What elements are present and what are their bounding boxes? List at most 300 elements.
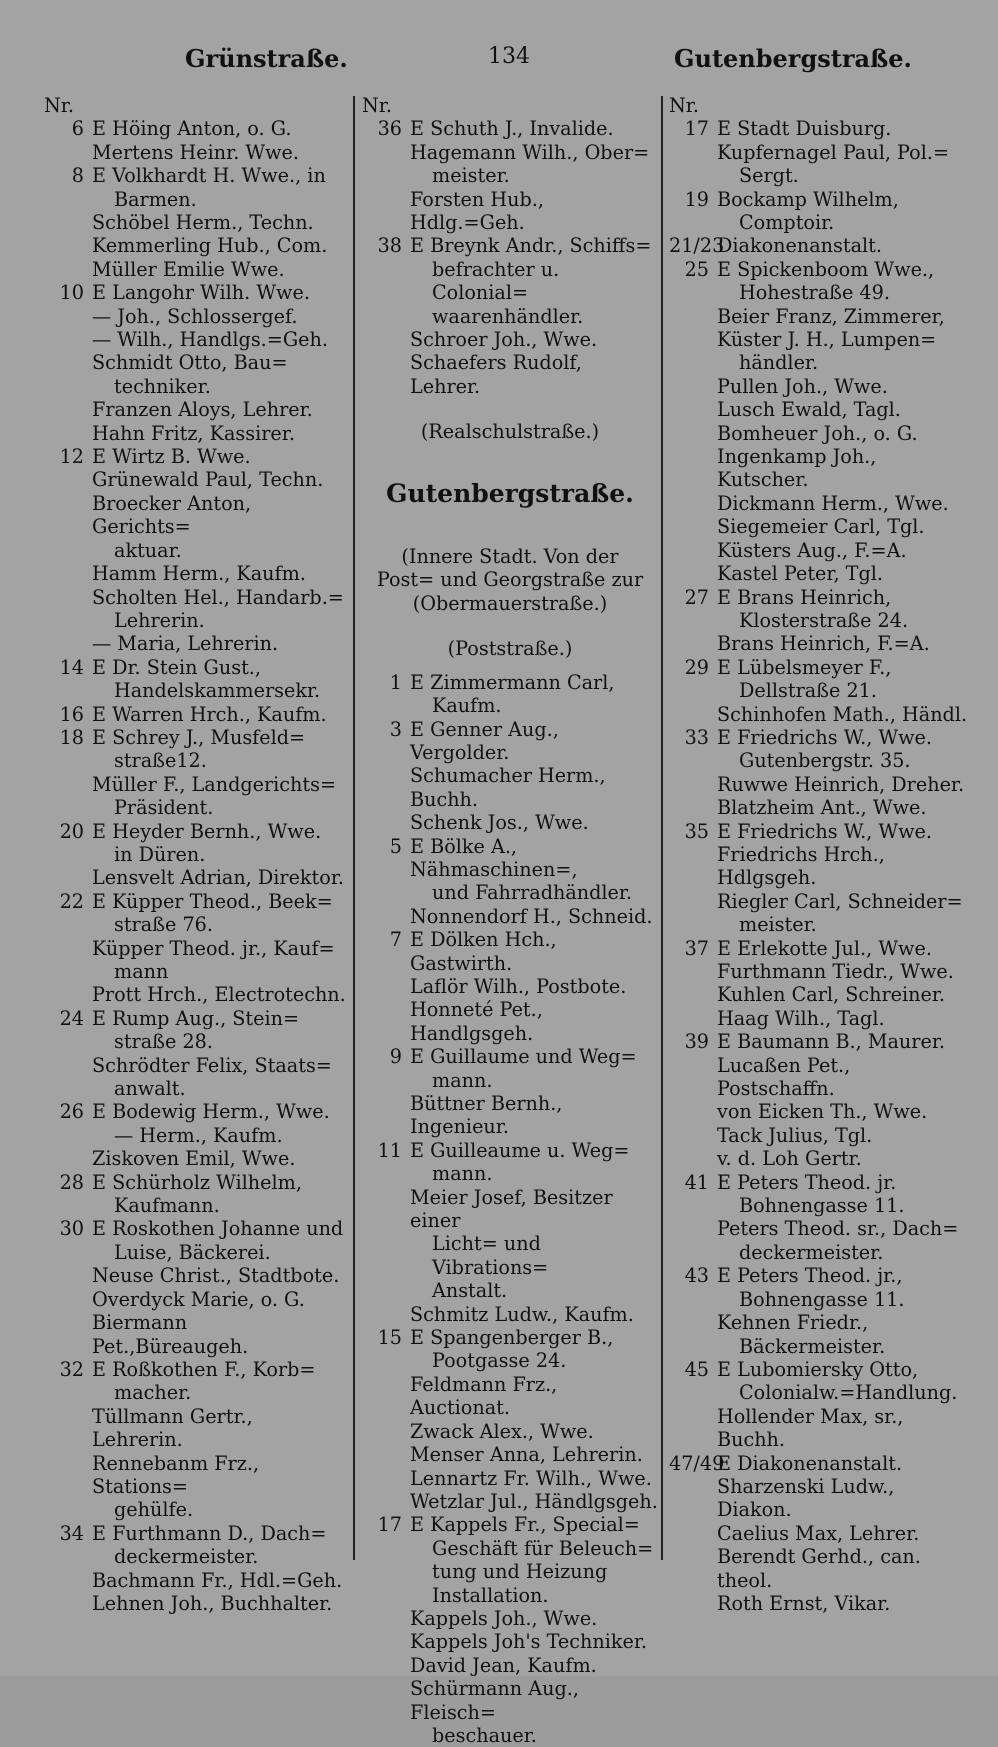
house-number: 32	[59, 1357, 84, 1381]
house-number	[669, 1147, 717, 1170]
house-number	[44, 796, 92, 819]
house-number	[362, 1584, 410, 1607]
resident-text: Schürmann Aug., Fleisch=	[410, 1677, 579, 1724]
house-number	[44, 1545, 92, 1568]
directory-entry	[362, 881, 658, 904]
directory-entry	[669, 726, 969, 749]
directory-entry	[669, 117, 969, 140]
directory-entry	[669, 679, 969, 702]
resident-text: E Stadt Duisburg.	[717, 117, 892, 141]
house-number	[669, 351, 717, 374]
realschul-note: (Realschulstraße.)	[420, 420, 600, 444]
house-number	[44, 188, 92, 211]
directory-entry	[44, 398, 349, 421]
page-number: 134	[488, 44, 530, 69]
directory-entry	[669, 1217, 969, 1240]
house-number	[44, 141, 92, 164]
directory-entry	[669, 937, 969, 960]
house-number	[669, 1475, 717, 1522]
directory-entry	[44, 679, 349, 702]
resident-text: Roth Ernst, Vikar.	[717, 1591, 891, 1615]
directory-entry	[669, 188, 969, 211]
directory-entry	[44, 492, 349, 539]
house-number: 3	[389, 717, 402, 741]
directory-entry	[362, 1232, 658, 1279]
house-number	[669, 305, 717, 328]
directory-entry	[44, 422, 349, 445]
house-number	[44, 258, 92, 281]
header-right-street: Gutenbergstraße.	[674, 44, 912, 73]
directory-entry	[44, 445, 349, 468]
directory-entry	[669, 890, 969, 913]
resident-text: Büttner Bernh., Ingenieur.	[410, 1092, 563, 1139]
house-number	[669, 1054, 717, 1101]
directory-entry	[44, 351, 349, 374]
directory-entry	[362, 1186, 658, 1233]
resident-text: E Dr. Stein Gust.,	[92, 655, 261, 679]
house-number: 36	[377, 117, 402, 141]
section-note-line: (Obermauerstraße.)	[412, 591, 608, 615]
resident-text: Broecker Anton, Gerichts=	[92, 491, 252, 539]
resident-text: Luise, Bäckerei.	[114, 1240, 271, 1264]
resident-text: — Maria, Lehrerin.	[92, 632, 279, 656]
resident-text: Dellstraße 21.	[739, 679, 877, 703]
resident-text: Küpper Theod. jr., Kauf=	[92, 936, 335, 960]
directory-entry	[362, 811, 658, 834]
resident-text: Caelius Max, Lehrer.	[717, 1521, 920, 1545]
house-number: 21/23	[669, 234, 725, 258]
directory-entry	[669, 492, 969, 515]
house-number	[669, 843, 717, 890]
resident-text: E Spangenberger B.,	[410, 1326, 614, 1350]
resident-text: Präsident.	[114, 796, 214, 820]
house-number: 16	[59, 702, 84, 726]
resident-text: techniker.	[114, 374, 211, 398]
house-number	[669, 375, 717, 398]
directory-entry	[669, 1592, 969, 1615]
resident-text: straße 28.	[114, 1030, 213, 1054]
house-number	[44, 1311, 92, 1358]
resident-text: E Brans Heinrich,	[717, 585, 892, 609]
resident-text: gehülfe.	[114, 1498, 194, 1522]
directory-entry	[44, 539, 349, 562]
house-number	[669, 1007, 717, 1030]
resident-text: Lusch Ewald, Tagl.	[717, 398, 901, 422]
house-number	[44, 1498, 92, 1521]
resident-text: E Roßkothen F., Korb=	[92, 1357, 316, 1381]
directory-entry	[362, 1349, 658, 1372]
house-number: 7	[389, 928, 402, 952]
house-number: 8	[71, 164, 84, 188]
column-left	[44, 94, 349, 1615]
directory-entry	[669, 1241, 969, 1264]
house-number	[362, 188, 410, 235]
house-number	[44, 1124, 92, 1147]
house-number	[44, 749, 92, 772]
house-number	[44, 983, 92, 1006]
house-number	[44, 1452, 92, 1499]
resident-text: Diakonenanstalt.	[717, 234, 882, 258]
resident-text: — Wilh., Handlgs.=Geh.	[92, 328, 328, 352]
resident-text: Bohnengasse 11.	[739, 1194, 905, 1218]
directory-entry	[44, 1452, 349, 1499]
section-title: Gutenbergstraße.	[386, 478, 634, 508]
resident-text: Schrödter Felix, Staats=	[92, 1053, 332, 1077]
directory-entry	[44, 164, 349, 187]
directory-entry	[362, 1069, 658, 1092]
directory-entry	[669, 1335, 969, 1358]
directory-entry	[362, 351, 658, 398]
house-number	[44, 1592, 92, 1615]
house-number	[669, 1335, 717, 1358]
house-number	[669, 1381, 717, 1404]
house-number	[669, 632, 717, 655]
house-number	[362, 811, 410, 834]
directory-entry	[44, 468, 349, 491]
house-number: 17	[684, 117, 709, 141]
house-number	[362, 1537, 410, 1560]
directory-entry	[669, 843, 969, 890]
directory-entry	[669, 913, 969, 936]
house-number	[362, 764, 410, 811]
directory-entry	[362, 188, 658, 235]
house-number	[669, 1217, 717, 1240]
resident-text: Kemmerling Hub., Com.	[92, 234, 328, 258]
house-number	[44, 492, 92, 539]
resident-text: Müller Emilie Wwe.	[92, 257, 285, 281]
directory-entry	[669, 1381, 969, 1404]
resident-text: Küsters Aug., F.=A.	[717, 538, 907, 562]
directory-entry	[669, 983, 969, 1006]
house-number	[669, 983, 717, 1006]
resident-text: Colonialw.=Handlung.	[739, 1381, 958, 1405]
directory-entry	[44, 234, 349, 257]
directory-entry	[362, 1677, 658, 1724]
resident-text: Biermann Pet.,Büreaugeh.	[92, 1311, 249, 1358]
house-number	[44, 866, 92, 889]
resident-text: Klosterstraße 24.	[739, 608, 909, 632]
resident-text: Kupfernagel Paul, Pol.=	[717, 140, 950, 164]
house-number	[44, 1569, 92, 1592]
house-number	[44, 773, 92, 796]
directory-entry	[44, 773, 349, 796]
directory-entry	[669, 141, 969, 164]
house-number	[669, 773, 717, 796]
directory-entry	[44, 141, 349, 164]
house-number	[362, 141, 410, 164]
directory-entry	[669, 305, 969, 328]
directory-entry	[669, 796, 969, 819]
house-number	[669, 913, 717, 936]
resident-text: Hamm Herm., Kaufm.	[92, 562, 306, 586]
resident-text: Bäckermeister.	[739, 1334, 886, 1358]
house-number	[44, 1147, 92, 1170]
resident-text: Schroer Joh., Wwe.	[410, 328, 598, 352]
house-number	[362, 975, 410, 998]
house-number	[362, 1092, 410, 1139]
house-number	[44, 234, 92, 257]
directory-entry	[362, 328, 658, 351]
resident-text: E Diakonenanstalt.	[717, 1451, 903, 1475]
directory-entry	[669, 1545, 969, 1592]
house-number	[362, 305, 410, 328]
resident-text: Scholten Hel., Handarb.=	[92, 585, 344, 609]
directory-entry	[362, 1490, 658, 1513]
house-number	[362, 1654, 410, 1677]
resident-text: Lennartz Fr. Wilh., Wwe.	[410, 1466, 652, 1490]
house-number	[44, 632, 92, 655]
house-number: 37	[684, 936, 709, 960]
resident-text: Anstalt.	[432, 1279, 508, 1303]
directory-entry	[44, 1171, 349, 1194]
resident-text: David Jean, Kaufm.	[410, 1653, 597, 1677]
directory-entry	[44, 1194, 349, 1217]
resident-text: Siegemeier Carl, Tgl.	[717, 515, 925, 539]
house-number	[44, 960, 92, 983]
resident-text: Kaufmann.	[114, 1194, 220, 1218]
house-number: 29	[684, 655, 709, 679]
house-number	[44, 211, 92, 234]
resident-text: Forsten Hub., Hdlg.=Geh.	[410, 187, 544, 235]
directory-entry	[44, 1100, 349, 1123]
directory-entry	[362, 234, 658, 257]
resident-text: Schöbel Herm., Techn.	[92, 211, 314, 235]
resident-text: deckermeister.	[739, 1240, 884, 1264]
house-number	[44, 375, 92, 398]
resident-text: Blatzheim Ant., Wwe.	[717, 796, 927, 820]
resident-text: Menser Anna, Lehrerin.	[410, 1443, 643, 1467]
resident-text: Schinhofen Math., Händl.	[717, 702, 968, 726]
house-number	[44, 609, 92, 632]
resident-text: Ingenkamp Joh., Kutscher.	[717, 445, 877, 492]
resident-text: Geschäft für Beleuch=	[432, 1536, 654, 1560]
house-number	[44, 328, 92, 351]
house-number	[44, 468, 92, 491]
house-number: 39	[684, 1030, 709, 1054]
house-number: 43	[684, 1264, 709, 1288]
resident-text: E Zimmermann Carl,	[410, 670, 615, 694]
resident-text: E Schuth J., Invalide.	[410, 117, 614, 141]
resident-text: Prott Hrch., Electrotechn.	[92, 983, 346, 1007]
directory-entry	[362, 117, 658, 140]
house-number	[669, 1241, 717, 1264]
house-number: 33	[684, 725, 709, 749]
directory-entry	[362, 1654, 658, 1677]
directory-entry	[669, 1452, 969, 1475]
resident-text: waarenhändler.	[432, 304, 584, 328]
directory-entry	[362, 1584, 658, 1607]
resident-text: Tüllmann Gertr., Lehrerin.	[92, 1404, 253, 1452]
resident-text: v. d. Loh Gertr.	[717, 1147, 862, 1171]
column-right	[669, 94, 969, 1615]
directory-entry	[669, 960, 969, 983]
resident-text: macher.	[114, 1381, 192, 1405]
house-number	[669, 960, 717, 983]
house-number: 9	[389, 1045, 402, 1069]
directory-entry	[44, 328, 349, 351]
directory-entry	[362, 305, 658, 328]
house-number	[669, 422, 717, 445]
house-number	[362, 328, 410, 351]
house-number: 34	[59, 1521, 84, 1545]
resident-text: beschauer.	[432, 1723, 537, 1747]
house-number	[362, 1630, 410, 1653]
house-number	[669, 749, 717, 772]
resident-text: Kappels Joh., Wwe.	[410, 1606, 598, 1630]
house-number	[44, 937, 92, 960]
resident-text: Handelskammersekr.	[114, 679, 321, 703]
house-number: 26	[59, 1100, 84, 1124]
directory-entry	[44, 913, 349, 936]
resident-text: E Spickenboom Wwe.,	[717, 257, 935, 281]
resident-text: straße 76.	[114, 913, 213, 937]
house-number	[44, 1381, 92, 1404]
directory-entry	[44, 562, 349, 585]
house-number: 25	[684, 257, 709, 281]
resident-text: Pullen Joh., Wwe.	[717, 374, 888, 398]
directory-entry	[669, 749, 969, 772]
house-number	[44, 562, 92, 585]
house-number: 30	[59, 1217, 84, 1241]
house-number: 35	[684, 819, 709, 843]
directory-entry	[44, 1241, 349, 1264]
directory-entry	[669, 632, 969, 655]
house-number	[362, 164, 410, 187]
house-number	[44, 351, 92, 374]
house-number	[44, 1194, 92, 1217]
house-number	[669, 328, 717, 351]
directory-entry	[44, 1592, 349, 1615]
resident-text: Grünewald Paul, Techn.	[92, 468, 324, 492]
directory-entry	[669, 515, 969, 538]
directory-entry	[44, 1147, 349, 1170]
house-number	[362, 1677, 410, 1724]
poststrasse-note: (Poststraße.)	[447, 637, 573, 661]
directory-entry	[669, 703, 969, 726]
resident-text: Kehnen Friedr.,	[717, 1311, 869, 1335]
directory-entry	[669, 398, 969, 421]
resident-text: Hagemann Wilh., Ober=	[410, 140, 650, 164]
resident-text: mann.	[432, 1162, 493, 1186]
directory-entry	[44, 1288, 349, 1311]
house-number: 41	[684, 1170, 709, 1194]
directory-entry	[669, 211, 969, 234]
directory-entry	[44, 703, 349, 726]
resident-text: Bachmann Fr., Hdl.=Geh.	[92, 1568, 343, 1592]
directory-entry	[362, 998, 658, 1045]
column-divider	[353, 96, 355, 1560]
resident-text: Hohestraße 49.	[739, 281, 890, 305]
header-left-street: Grünstraße.	[185, 44, 348, 73]
directory-entry	[362, 1092, 658, 1139]
directory-entry	[44, 1311, 349, 1358]
directory-entry	[669, 1264, 969, 1287]
resident-text: E Rump Aug., Stein=	[92, 1006, 300, 1030]
directory-entry	[362, 671, 658, 694]
house-number: 18	[59, 725, 84, 749]
house-number	[44, 679, 92, 702]
resident-text: E Bodewig Herm., Wwe.	[92, 1100, 330, 1124]
house-number	[362, 881, 410, 904]
directory-entry	[362, 1420, 658, 1443]
nr-label: Nr.	[669, 94, 699, 117]
resident-text: händler.	[739, 351, 819, 375]
resident-text: von Eicken Th., Wwe.	[717, 1100, 928, 1124]
house-number	[362, 1069, 410, 1092]
resident-text: Pootgasse 24.	[432, 1349, 567, 1373]
resident-text: und Fahrradhändler.	[432, 881, 633, 905]
directory-entry	[44, 1405, 349, 1452]
directory-entry	[44, 1030, 349, 1053]
resident-text: in Düren.	[114, 842, 206, 866]
directory-entry	[669, 164, 969, 187]
directory-entry	[44, 258, 349, 281]
resident-text: Dickmann Herm., Wwe.	[717, 491, 949, 515]
directory-entry	[44, 188, 349, 211]
directory-entry	[669, 281, 969, 304]
house-number: 6	[71, 117, 84, 141]
resident-text: Gutenbergstr. 35.	[739, 749, 911, 773]
house-number	[44, 1077, 92, 1100]
resident-text: befrachter u. Colonial=	[432, 257, 560, 305]
directory-entry	[669, 562, 969, 585]
directory-entry	[669, 820, 969, 843]
house-number	[44, 1030, 92, 1053]
resident-text: Honneté Pet., Handlgsgeh.	[410, 998, 543, 1045]
house-number: 27	[684, 585, 709, 609]
directory-entry	[362, 1513, 658, 1536]
house-number	[669, 492, 717, 515]
directory-entry	[44, 866, 349, 889]
directory-entry	[362, 718, 658, 765]
directory-entry	[669, 1124, 969, 1147]
house-number: 22	[59, 889, 84, 913]
resident-text: E Roskothen Johanne und	[92, 1217, 344, 1241]
directory-entry	[44, 1124, 349, 1147]
resident-text: Lucaßen Pet., Postschaffn.	[717, 1053, 851, 1101]
directory-entry	[44, 1569, 349, 1592]
directory-entry	[362, 141, 658, 164]
nr-label: Nr.	[362, 94, 392, 117]
resident-text: tung und Heizung	[432, 1560, 608, 1584]
resident-text: Ruwwe Heinrich, Dreher.	[717, 772, 965, 796]
house-number	[362, 1232, 410, 1279]
house-number	[669, 1194, 717, 1217]
resident-text: Kappels Joh's Techniker.	[410, 1630, 648, 1654]
directory-entry	[669, 234, 969, 257]
resident-text: Comptoir.	[739, 211, 835, 235]
resident-text: Zwack Alex., Wwe.	[410, 1419, 594, 1443]
directory-entry	[44, 656, 349, 679]
resident-text: Peters Theod. sr., Dach=	[717, 1217, 959, 1241]
house-number	[669, 703, 717, 726]
house-number	[669, 1522, 717, 1545]
directory-entry	[362, 764, 658, 811]
house-number	[669, 796, 717, 819]
directory-entry	[362, 1560, 658, 1583]
house-number	[362, 905, 410, 928]
resident-text: Sharzenski Ludw., Diakon.	[717, 1474, 895, 1522]
directory-entry	[362, 975, 658, 998]
house-number: 20	[59, 819, 84, 843]
directory-entry	[44, 726, 349, 749]
directory-entry	[44, 820, 349, 843]
resident-text: Beier Franz, Zimmerer,	[717, 304, 945, 328]
house-number	[669, 562, 717, 585]
resident-text: Sergt.	[739, 164, 799, 188]
directory-entry	[362, 1537, 658, 1560]
resident-text: Meier Josef, Besitzer einer	[410, 1185, 613, 1233]
